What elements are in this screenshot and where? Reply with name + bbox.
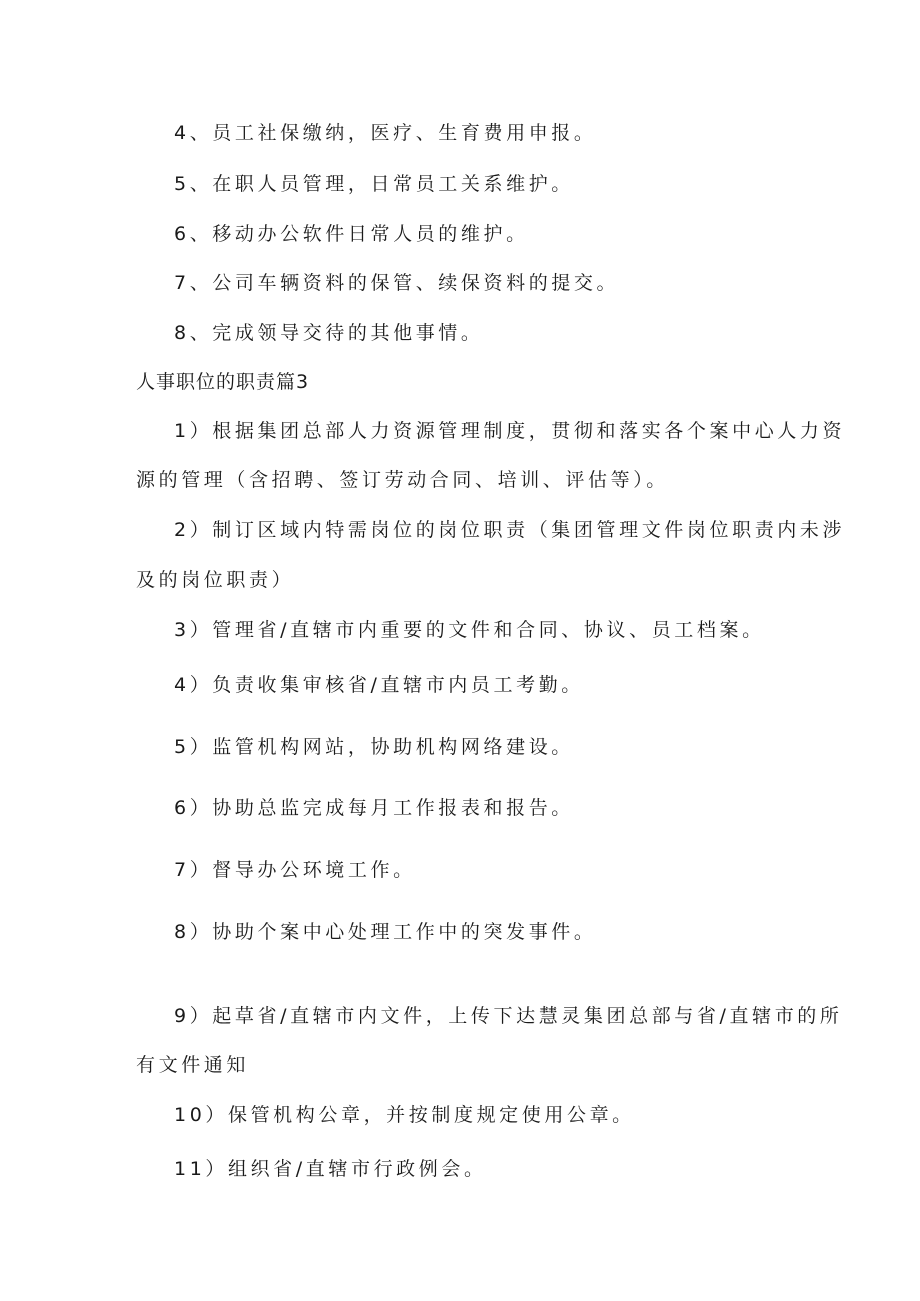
duty-item-7: 7、公司车辆资料的保管、续保资料的提交。 <box>174 272 620 294</box>
responsibility-1-line-1: 1）根据集团总部人力资源管理制度，贯彻和落实各个案中心人力资 <box>174 420 846 442</box>
responsibility-3: 3）管理省/直辖市内重要的文件和合同、协议、员工档案。 <box>174 619 765 641</box>
responsibility-7: 7）督导办公环境工作。 <box>174 859 416 881</box>
responsibility-5: 5）监管机构网站，协助机构网络建设。 <box>174 736 574 758</box>
duty-item-4: 4、员工社保缴纳，医疗、生育费用申报。 <box>174 122 597 144</box>
duty-item-8: 8、完成领导交待的其他事情。 <box>174 322 484 344</box>
responsibility-8: 8）协助个案中心处理工作中的突发事件。 <box>174 921 597 943</box>
responsibility-9-line-2: 有文件通知 <box>136 1054 250 1076</box>
responsibility-2-line-2: 及的岗位职责） <box>136 569 295 591</box>
responsibility-6: 6）协助总监完成每月工作报表和报告。 <box>174 797 574 819</box>
responsibility-2-line-1: 2）制订区域内特需岗位的岗位职责（集团管理文件岗位职责内未涉 <box>174 519 846 541</box>
responsibility-11: 11）组织省/直辖市行政例会。 <box>174 1158 487 1180</box>
responsibility-1-line-2: 源的管理（含招聘、签订劳动合同、培训、评估等）。 <box>136 469 669 491</box>
section-title: 人事职位的职责篇3 <box>136 371 310 393</box>
duty-item-6: 6、移动办公软件日常人员的维护。 <box>174 223 529 245</box>
responsibility-4: 4）负责收集审核省/直辖市内员工考勤。 <box>174 674 584 696</box>
duty-item-5: 5、在职人员管理，日常员工关系维护。 <box>174 173 574 195</box>
responsibility-10: 10）保管机构公章，并按制度规定使用公章。 <box>174 1104 635 1126</box>
responsibility-9-line-1: 9）起草省/直辖市内文件，上传下达慧灵集团总部与省/直辖市的所 <box>174 1005 843 1027</box>
